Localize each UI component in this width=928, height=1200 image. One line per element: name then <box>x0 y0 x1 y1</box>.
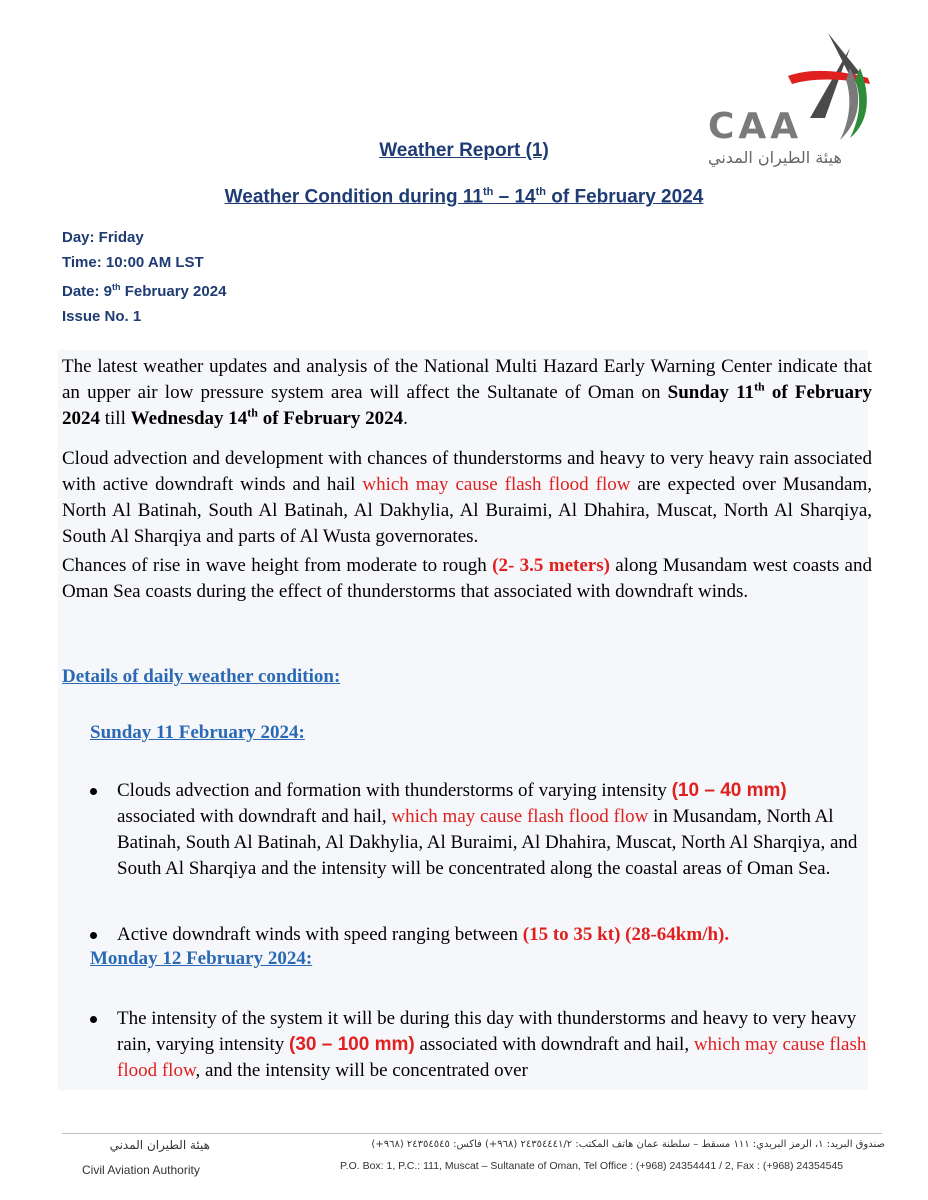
sunday-heading: Sunday 11 February 2024: <box>90 722 305 743</box>
footer-divider <box>62 1133 882 1134</box>
meta-date: Date: 9th February 2024 <box>62 282 227 300</box>
bullet-icon <box>90 1016 97 1023</box>
wave-paragraph: Chances of rise in wave height from moderate to rough (2- 3.5 meters) along Musandam west coasts and Oman Sea coasts during the effect of thunderstorms that associated with downdraft winds. <box>62 555 872 602</box>
monday-heading: Monday 12 February 2024: <box>90 948 313 969</box>
footer-address-arabic: صندوق البريد: ١، الرمز البريدي: ١١١ مسقط – سلطنة عمان هاتف المكتب: ٢٤٣٥٤٤٤١/٢ (٩٦٨+) فاكس: ٢٤٣٥٤٥٤٥ (٩٦٨+) <box>371 1139 885 1150</box>
footer-org-arabic: هيئة الطيران المدني <box>109 1138 210 1152</box>
list-item-text: Active downdraft winds with speed ranging between (15 to 35 kt) (28-64km/h). <box>117 924 730 945</box>
list-item-text: Clouds advection and formation with thunderstorms of varying intensity (10 – 40 mm) associated with downdraft and hail, which may cause flash flood flow in Musandam, North Al Batinah, South Al Batinah, Al Dakhylia, Al Buraimi, Al Dhahira, Muscat, North Al Sharqiya, and South Al Sharqiya and the intensity will be concentrated along the coastal areas of Oman Sea. <box>117 780 858 879</box>
bullet-icon <box>90 932 97 939</box>
footer-address-english: P.O. Box: 1, P.C.: 111, Muscat – Sultanate of Oman, Tel Office : (+968) 24354441 / 2, Fax : (+968) 24354545 <box>340 1160 844 1172</box>
report-title: Weather Report (1) <box>379 140 549 161</box>
footer-org-english: Civil Aviation Authority <box>82 1163 200 1177</box>
logo-wordmark: CAA <box>708 106 803 147</box>
forecast-paragraph: Cloud advection and development with chances of thunderstorms and heavy to very heavy rain associated with active downdraft winds and hail which may cause flash flood flow are expected over Musandam, North Al Batinah, South Al Batinah, Al Dakhylia, Al Buraimi, Al Dhahira, Muscat, North Al Sharqiya, South Al Sharqiya and parts of Al Wusta governorates. <box>62 448 872 547</box>
meta-time: Time: 10:00 AM LST <box>62 253 204 271</box>
report-subtitle: Weather Condition during 11th – 14th of February 2024 <box>224 186 704 208</box>
report-meta <box>62 226 226 329</box>
list-item-text: The intensity of the system it will be during this day with thunderstorms and heavy to very heavy rain, varying intensity (30 – 100 mm) associated with downdraft and hail, which may cause flash flood flow, and the intensity will be concentrated over <box>117 1008 867 1081</box>
caa-logo <box>700 28 890 167</box>
meta-issue: Issue No. 1 <box>62 307 142 325</box>
details-heading: Details of daily weather condition: <box>62 666 341 687</box>
bullet-icon <box>90 788 97 795</box>
intro-paragraph: The latest weather updates and analysis of the National Multi Hazard Early Warning Center indicate that an upper air low pressure system area will affect the Sultanate of Oman on Sunday 11th of February 2024 till Wednesday 14th of February 2024. <box>62 356 872 429</box>
meta-day: Day: Friday <box>62 229 144 246</box>
logo-arabic-name: هيئة الطيران المدني <box>708 148 842 167</box>
